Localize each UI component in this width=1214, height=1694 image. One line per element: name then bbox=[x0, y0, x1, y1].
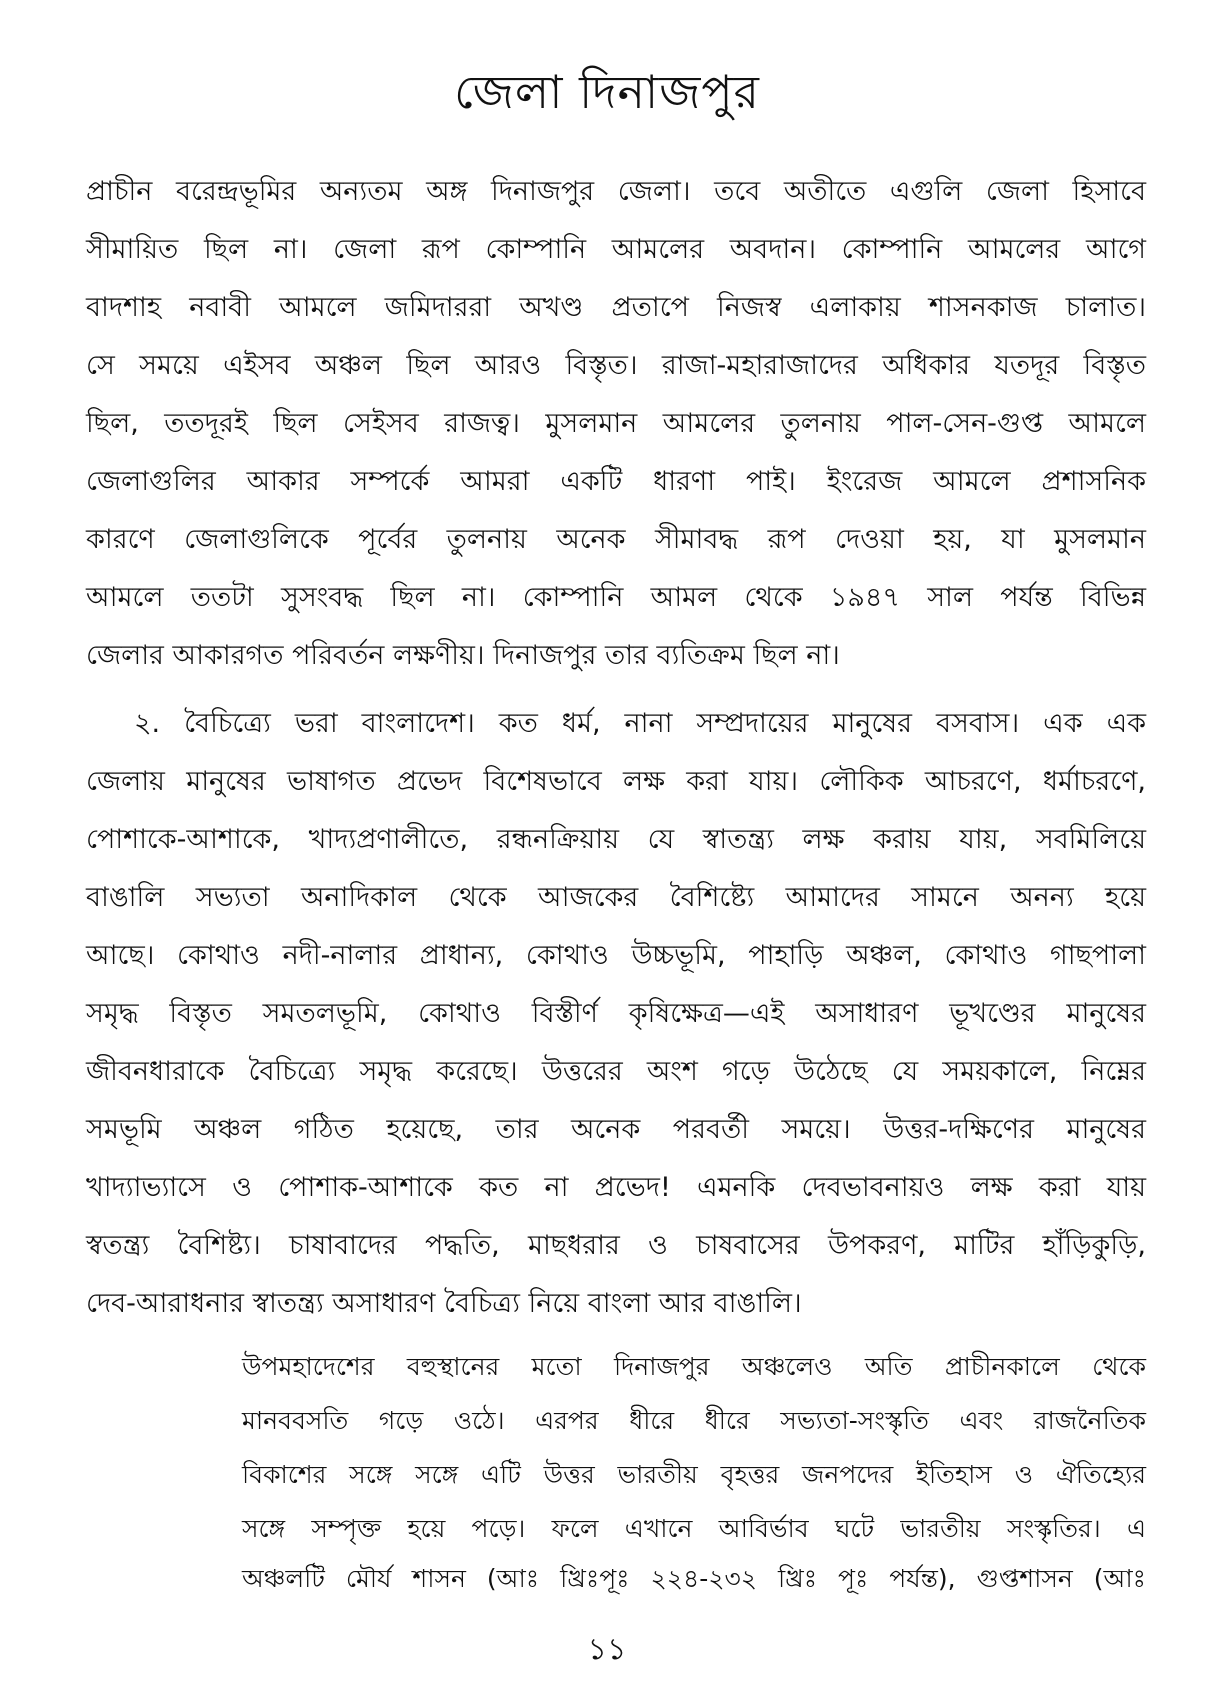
quote-line: উপমহাদেশের বহুস্থানের মতো দিনাজপুর অঞ্চলেও অতি প্রাচীনকালে থেকে bbox=[242, 1352, 1146, 1381]
paragraph-1-line: ছিল, ততদূরই ছিল সেইসব রাজত্ব। মুসলমান আমলের তুলনায় পাল-সেন-গুপ্ত আমলে bbox=[86, 408, 1146, 439]
paragraph-1-line: জেলার আকারগত পরিবর্তন লক্ষণীয়। দিনাজপুর তার ব্যতিক্রম ছিল না। bbox=[86, 640, 840, 671]
paragraph-2-line: স্বতন্ত্র্য বৈশিষ্ট্য। চাষাবাদের পদ্ধতি, মাছধরার ও চাষবাসের উপকরণ, মাটির হাঁড়িকুড়ি, bbox=[86, 1230, 1146, 1261]
quote-line: অঞ্চলটি মৌর্য শাসন (আঃ খ্রিঃপূঃ ২২৪-২৩২ খ্রিঃ পূঃ পর্যন্ত), গুপ্তশাসন (আঃ bbox=[242, 1564, 1146, 1593]
paragraph-2-line: সমভূমি অঞ্চল গঠিত হয়েছে, তার অনেক পরবর্তী সময়ে। উত্তর-দক্ষিণের মানুষের bbox=[86, 1114, 1146, 1145]
paragraph-1-line: সীমায়িত ছিল না। জেলা রূপ কোম্পানি আমলের অবদান। কোম্পানি আমলের আগে bbox=[86, 234, 1146, 265]
paragraph-1-line: প্রাচীন বরেন্দ্রভূমির অন্যতম অঙ্গ দিনাজপুর জেলা। তবে অতীতে এগুলি জেলা হিসাবে bbox=[86, 176, 1146, 207]
quote-line: সঙ্গে সম্পৃক্ত হয়ে পড়ে। ফলে এখানে আবির্ভাব ঘটে ভারতীয় সংস্কৃতির। এ bbox=[242, 1514, 1146, 1543]
paragraph-2-line: পোশাকে-আশাকে, খাদ্যপ্রণালীতে, রন্ধনক্রিয়ায় যে স্বাতন্ত্র্য লক্ষ করায় যায়, সবমিলিয়ে bbox=[86, 824, 1146, 855]
paragraph-1-line: বাদশাহ নবাবী আমলে জমিদাররা অখণ্ড প্রতাপে নিজস্ব এলাকায় শাসনকাজ চালাত। bbox=[86, 292, 1146, 323]
paragraph-2-line: বাঙালি সভ্যতা অনাদিকাল থেকে আজকের বৈশিষ্ট্যে আমাদের সামনে অনন্য হয়ে bbox=[86, 882, 1146, 913]
quote-line: মানববসতি গড়ে ওঠে। এরপর ধীরে ধীরে সভ্যতা-সংস্কৃতি এবং রাজনৈতিক bbox=[242, 1406, 1146, 1435]
page-number: ১১ bbox=[587, 1632, 627, 1667]
paragraph-2-line: সমৃদ্ধ বিস্তৃত সমতলভূমি, কোথাও বিস্তীর্ণ কৃষিক্ষেত্র—এই অসাধারণ ভূখণ্ডের মানুষের bbox=[86, 998, 1146, 1029]
paragraph-2-line: দেব-আরাধনার স্বাতন্ত্র্য অসাধারণ বৈচিত্র্য নিয়ে বাংলা আর বাঙালি। bbox=[86, 1288, 802, 1319]
paragraph-2-line: আছে। কোথাও নদী-নালার প্রাধান্য, কোথাও উচ্চভূমি, পাহাড়ি অঞ্চল, কোথাও গাছপালা bbox=[86, 940, 1146, 971]
paragraph-2-line: খাদ্যাভ্যাসে ও পোশাক-আশাকে কত না প্রভেদ! এমনকি দেবভাবনায়ও লক্ষ করা যায় bbox=[86, 1172, 1146, 1203]
quote-line: বিকাশের সঙ্গে সঙ্গে এটি উত্তর ভারতীয় বৃহত্তর জনপদের ইতিহাস ও ঐতিহ্যের bbox=[242, 1460, 1146, 1489]
paragraph-2-line: জেলায় মানুষের ভাষাগত প্রভেদ বিশেষভাবে লক্ষ করা যায়। লৌকিক আচরণে, ধর্মাচরণে, bbox=[86, 766, 1146, 797]
paragraph-1-line: কারণে জেলাগুলিকে পূর্বের তুলনায় অনেক সীমাবদ্ধ রূপ দেওয়া হয়, যা মুসলমান bbox=[86, 524, 1146, 555]
paragraph-1-line: আমলে ততটা সুসংবদ্ধ ছিল না। কোম্পানি আমল থেকে ১৯৪৭ সাল পর্যন্ত বিভিন্ন bbox=[86, 582, 1146, 613]
paragraph-2-line: ২. বৈচিত্র্যে ভরা বাংলাদেশ। কত ধর্ম, নানা সম্প্রদায়ের মানুষের বসবাস। এক এক bbox=[134, 708, 1146, 739]
paragraph-2-line: জীবনধারাকে বৈচিত্র্যে সমৃদ্ধ করেছে। উত্তরের অংশ গড়ে উঠেছে যে সময়কালে, নিম্নের bbox=[86, 1056, 1146, 1087]
paragraph-1-line: জেলাগুলির আকার সম্পর্কে আমরা একটি ধারণা পাই। ইংরেজ আমলে প্রশাসনিক bbox=[86, 466, 1146, 497]
paragraph-1-line: সে সময়ে এইসব অঞ্চল ছিল আরও বিস্তৃত। রাজা-মহারাজাদের অধিকার যতদূর বিস্তৃত bbox=[86, 350, 1146, 381]
page-title: জেলা দিনাজপুর bbox=[454, 65, 760, 119]
